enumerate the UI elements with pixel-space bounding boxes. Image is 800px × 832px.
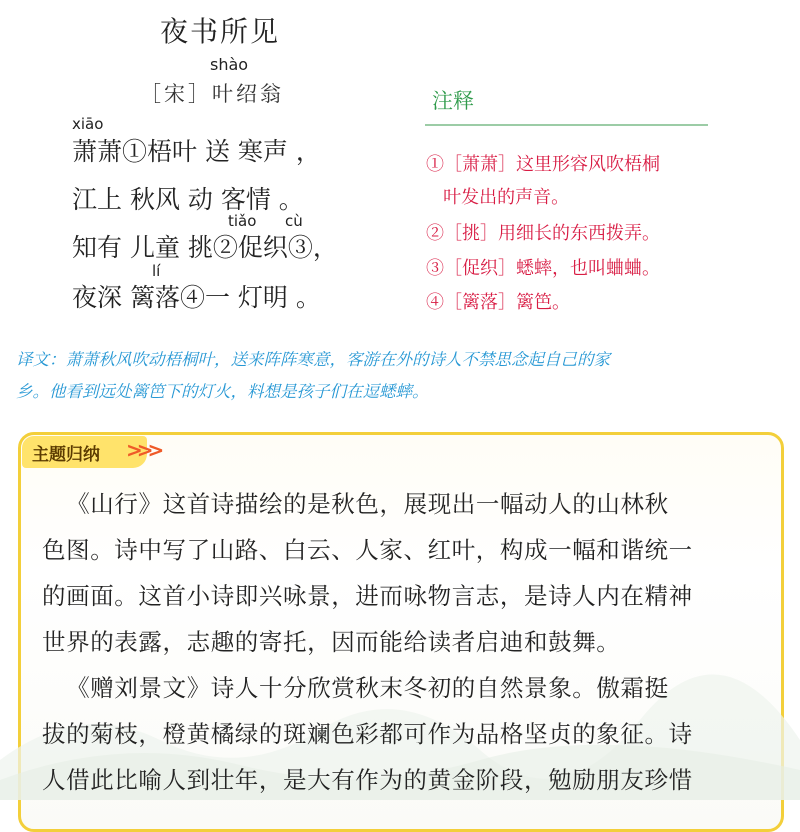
theme-badge-label: 主题归纳 xyxy=(32,445,100,465)
poem-title: 夜书所见 xyxy=(159,15,280,48)
poem-line-3: 知有 儿童 挑②促织③， xyxy=(72,233,338,262)
poem-line-2: 江上 秋风 动 客情 。 xyxy=(72,185,304,214)
theme-line: 的画面。这首小诗即兴咏景，进而咏物言志，是诗人内在精神 xyxy=(42,582,693,610)
note-item: ②［挑］用细长的东西拨弄。 xyxy=(426,223,660,244)
theme-line: 《赠刘景文》诗人十分欣赏秋末冬初的自然景象。傲霜挺 xyxy=(42,674,669,702)
pinyin-li: lí xyxy=(152,262,161,280)
theme-line: 《山行》这首诗描绘的是秋色，展现出一幅动人的山林秋 xyxy=(42,490,669,518)
theme-line: 色图。诗中写了山路、白云、人家、红叶，构成一幅和谐统一 xyxy=(42,536,693,564)
note-item: ④［篱落］篱笆。 xyxy=(426,292,570,313)
translation-line: 乡。他看到远处篱笆下的灯火，料想是孩子们在逗蟋蟀。 xyxy=(16,382,429,401)
note-item: ①［萧萧］这里形容风吹梧桐 xyxy=(426,154,660,175)
poem-line-4: 夜深 篱落④一 灯明 。 xyxy=(72,283,321,312)
notes-divider xyxy=(425,124,708,126)
theme-line: 世界的表露，志趣的寄托，因而能给读者启迪和鼓舞。 xyxy=(42,628,621,656)
poem-author: ［宋］叶绍翁 xyxy=(140,82,284,106)
theme-line: 人借此比喻人到壮年，是大有作为的黄金阶段，勉励朋友珍惜 xyxy=(42,766,693,794)
note-item: ③［促织］蟋蟀，也叫蛐蛐。 xyxy=(426,258,660,279)
chevron-right-icon: >>> xyxy=(126,438,159,462)
pinyin-tiao-cu: tiǎo cù xyxy=(228,212,303,230)
poem-line-1: 萧萧①梧叶 送 寒声 ， xyxy=(72,137,321,166)
notes-heading: 注释 xyxy=(432,89,474,113)
note-item: 叶发出的声音。 xyxy=(426,187,570,208)
pinyin-xiao: xiāo xyxy=(72,115,104,133)
author-pinyin: shào xyxy=(210,55,249,74)
theme-line: 拔的菊枝，橙黄橘绿的斑斓色彩都可作为品格坚贞的象征。诗 xyxy=(42,720,693,748)
translation-line: 译文：萧萧秋风吹动梧桐叶，送来阵阵寒意，客游在外的诗人不禁思念起自己的家 xyxy=(16,350,610,369)
